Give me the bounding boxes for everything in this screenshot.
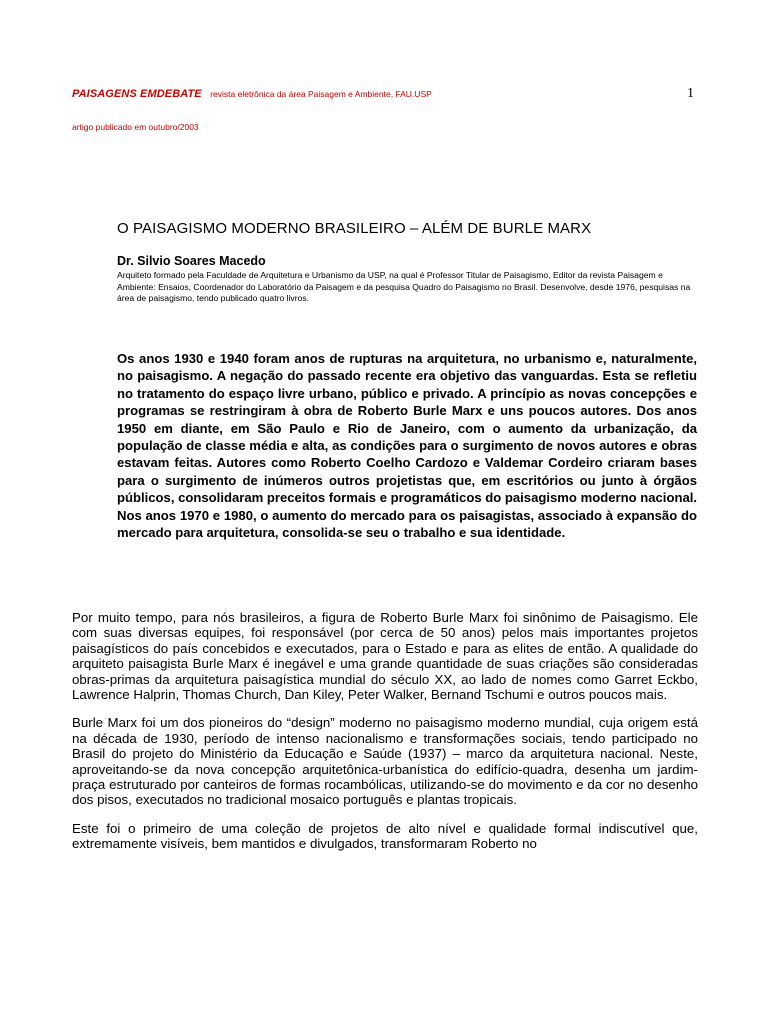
article-title: O PAISAGISMO MODERNO BRASILEIRO – ALÉM DE BURLE MARX [117, 220, 592, 237]
body-paragraph: Burle Marx foi um dos pioneiros do “design” moderno no paisagismo moderno mundial, cuja origem está na década de 1930, período de intenso nacionalismo e transformações sociais, tendo participado no Brasil do projeto do Ministério da Educação e Saúde (1937) – marco da arquitetura nacional. Neste, aproveitando-se da nova concepção arquitetônica-urbanística do edifício-quadra, desenha um jardim-praça estruturado por canteiros de formas rocambólicas, utilizando-se do movimento e da cor no desenho dos pisos, executados no tradicional mosaico português e plantas tropicais. [72, 715, 698, 808]
publication-note: artigo publicado em outubro/2003 [72, 122, 199, 132]
page-number: 1 [687, 86, 694, 101]
body-paragraph: Por muito tempo, para nós brasileiros, a figura de Roberto Burle Marx foi sinônimo de Paisagismo. Ele com suas diversas equipes, foi responsável (por cerca de 50 anos) pelos mais importantes projetos paisagísticos do país concebidos e executados, para o Estado e para as elites de então. A qualidade do arquiteto paisagista Burle Marx é inegável e uma grande quantidade de suas criações são consideradas obras-primas da arquitetura paisagística mundial do século XX, ao lado de nomes como Garret Eckbo, Lawrence Halprin, Thomas Church, Dan Kiley, Peter Walker, Bernand Tschumi e outros poucos mais. [72, 610, 698, 703]
author-name: Dr. Silvio Soares Macedo [117, 254, 266, 268]
abstract: Os anos 1930 e 1940 foram anos de rupturas na arquitetura, no urbanismo e, naturalmente, no paisagismo. A negação do passado recente era objetivo das vanguardas. Esta se refletiu no tratamento do espaço livre urbano, público e privado. A princípio as novas concepções e programas se restringiram à obra de Roberto Burle Marx e uns poucos autores. Dos anos 1950 em diante, em São Paulo e Rio de Janeiro, com o aumento da urbanização, da população de classe média e alta, as condições para o surgimento de novos autores e obras estavam feitas. Autores como Roberto Coelho Cardozo e Valdemar Cordeiro criaram bases para o surgimento de inúmeros outros projetistas que, em escritórios ou junto à órgãos públicos, consolidaram preceitos formais e programáticos do paisagismo moderno nacional. Nos anos 1970 e 1980, o aumento do mercado para os paisagistas, associado à expansão do mercado para arquitetura, consolida-se seu o trabalho e sua identidade. [117, 351, 697, 541]
journal-title: PAISAGENS EMDEBATE [72, 88, 202, 100]
body-paragraph: Este foi o primeiro de uma coleção de projetos de alto nível e qualidade formal indiscutível que, extremamente visíveis, bem mantidos e divulgados, transformaram Roberto no [72, 820, 698, 852]
author-bio: Arquiteto formado pela Faculdade de Arquitetura e Urbanismo da USP, na qual é Professor Titular de Paisagismo, Editor da revista Paisagem e Ambiente: Ensaios, Coordenador do Laboratório da Paisagem e da pesquisa Quadro do Paisagismo no Brasil. Desenvolve, desde 1976, pesquisas na área de paisagismo, tendo publicado quatro livros. [117, 270, 691, 303]
article-body [72, 610, 698, 865]
journal-subtitle: revista eletrônica da área Paisagem e Ambiente, FAU.USP [210, 89, 432, 99]
running-header [72, 84, 632, 102]
